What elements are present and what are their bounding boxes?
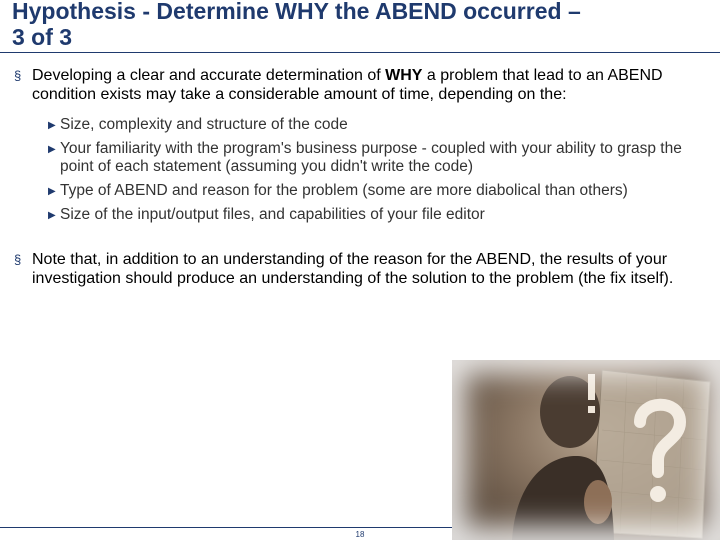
title-line-2: 3 of 3 <box>12 24 73 50</box>
bullet-item <box>14 250 717 288</box>
bullet-text-post: a problem that lead to an ABEND condition exists may take a considerable amount of time, depending on the: <box>32 67 663 103</box>
sub-bullet-item <box>48 116 703 134</box>
triangle-right-icon: ▶ <box>48 120 56 131</box>
square-bullet-icon: § <box>14 252 22 267</box>
title-divider <box>0 52 720 53</box>
person-question-mark-photo <box>452 360 720 540</box>
sub-bullet-item <box>48 206 703 224</box>
page-number: 18 <box>355 530 365 539</box>
triangle-right-icon: ▶ <box>48 144 56 155</box>
bullet-item <box>14 66 712 104</box>
bullet-text-bold: WHY <box>385 67 423 84</box>
bullet-text: Note that, in addition to an understanding of the reason for the ABEND, the results of your investigation should produce an understanding of the solution to the problem (the fix itself). <box>32 251 674 287</box>
sub-bullet-list <box>48 116 703 224</box>
footer-divider <box>0 527 452 528</box>
bullet-text-pre: Developing a clear and accurate determination of <box>32 67 386 84</box>
sub-bullet-text: Type of ABEND and reason for the problem (some are more diabolical than others) <box>60 182 628 199</box>
slide-title <box>12 0 712 50</box>
triangle-right-icon: ▶ <box>48 210 56 221</box>
photo-vignette <box>452 360 720 540</box>
triangle-right-icon: ▶ <box>48 186 56 197</box>
sub-bullet-item <box>48 182 703 200</box>
sub-bullet-text: Size of the input/output files, and capabilities of your file editor <box>60 206 485 223</box>
title-line-1: Hypothesis - Determine WHY the ABEND occurred – <box>12 0 581 24</box>
square-bullet-icon: § <box>14 68 22 83</box>
sub-bullet-text: Your familiarity with the program's business purpose - coupled with your ability to grasp the point of each statement (assuming you didn't write the code) <box>60 140 682 175</box>
slide-content <box>14 66 714 288</box>
sub-bullet-item <box>48 140 703 176</box>
sub-bullet-text: Size, complexity and structure of the code <box>60 116 348 133</box>
